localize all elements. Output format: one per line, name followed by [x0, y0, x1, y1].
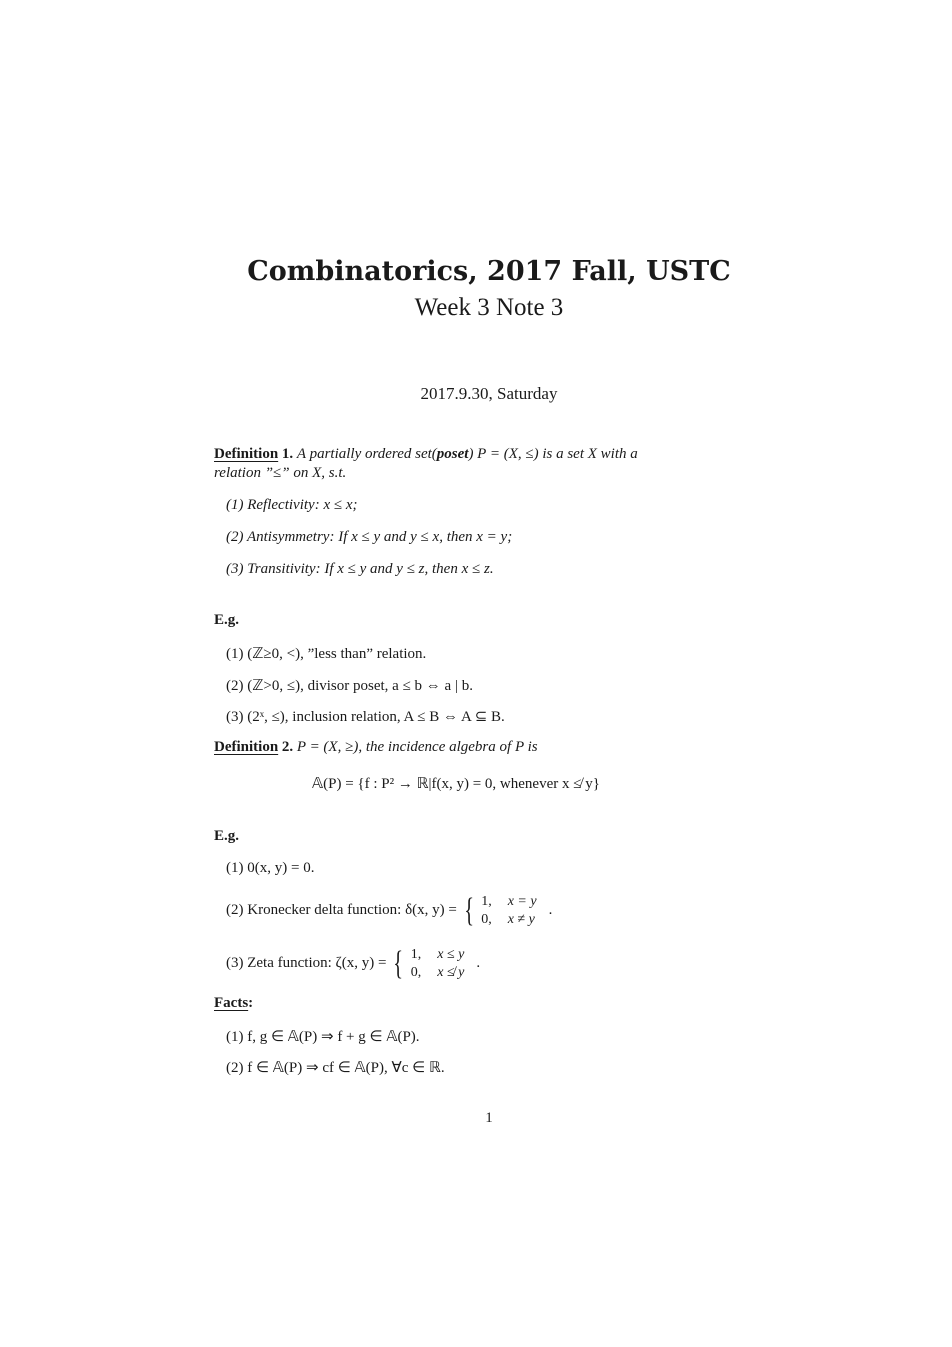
- definition-1-line-1: [214, 446, 638, 463]
- definition-1-text-a: A partially ordered set(: [296, 446, 437, 462]
- example-2-item-3: [226, 943, 480, 983]
- page-number: 1: [485, 1110, 493, 1126]
- incidence-algebra-formula: 𝔸(P) = {f : P² → ℝ|f(x, y) = 0, whenever x ≰ y}: [312, 776, 600, 792]
- definition-1-item-1: (1) Reflectivity: x ≤ x;: [226, 497, 358, 513]
- definition-1-label: Definition: [214, 446, 279, 462]
- case-condition: x ≰ y: [437, 964, 465, 980]
- kronecker-delta-cases: [481, 893, 542, 929]
- case-condition: x = y: [507, 893, 537, 909]
- case-value: 1,: [481, 893, 492, 909]
- example-1-item-3: (3) (2ˣ, ≤), inclusion relation, A ≤ B ⇔ A ⊆ B.: [226, 709, 505, 725]
- end-dot: .: [548, 902, 553, 918]
- left-brace: {: [464, 891, 474, 929]
- definition-1-text-b: ) P = (X, ≤) is a set X with a: [468, 446, 638, 462]
- facts-item-2: (2) f ∈ 𝔸(P) ⇒ cf ∈ 𝔸(P), ∀c ∈ ℝ.: [226, 1060, 445, 1076]
- definition-1-item-2: (2) Antisymmetry: If x ≤ y and y ≤ x, then x = y;: [226, 529, 513, 545]
- definition-1-poset: poset: [436, 446, 469, 462]
- example-1-item-2: (2) (ℤ>0, ≤), divisor poset, a ≤ b ⇔ a | b.: [226, 678, 473, 694]
- definition-2-text: P = (X, ≥), the incidence algebra of P is: [296, 739, 538, 755]
- document-title: Combinatorics, 2017 Fall, USTC: [247, 256, 731, 287]
- example-1-heading: E.g.: [214, 612, 240, 628]
- left-brace: {: [393, 944, 404, 982]
- facts-label: Facts: [214, 995, 249, 1011]
- zeta-function-cases: [411, 946, 471, 982]
- example-2-item-2: [226, 890, 552, 930]
- case-value: 1,: [410, 946, 422, 962]
- facts-item-1: (1) f, g ∈ 𝔸(P) ⇒ f + g ∈ 𝔸(P).: [226, 1029, 420, 1045]
- example-2-item-1: (1) 0(x, y) = 0.: [226, 860, 315, 876]
- definition-1-item-3: (3) Transitivity: If x ≤ y and y ≤ z, then x ≤ z.: [226, 561, 494, 577]
- end-dot: .: [476, 955, 481, 971]
- case-condition: x ≠ y: [507, 911, 535, 927]
- case-value: 0,: [481, 911, 492, 927]
- case-value: 0,: [410, 964, 422, 980]
- example-1-item-1: (1) (ℤ≥0, <), ”less than” relation.: [226, 646, 427, 662]
- definition-2-number: 2.: [281, 739, 294, 755]
- kronecker-delta-prefix: (2) Kronecker delta function: δ(x, y) =: [226, 902, 457, 918]
- facts-heading: [214, 995, 253, 1012]
- definition-2-label: Definition: [214, 739, 279, 755]
- zeta-function-prefix: (3) Zeta function: ζ(x, y) =: [226, 955, 387, 971]
- definition-1-number: 1.: [281, 446, 294, 462]
- document-subtitle: Week 3 Note 3: [414, 294, 564, 321]
- facts-colon: :: [248, 995, 254, 1011]
- example-2-heading: E.g.: [214, 828, 240, 844]
- definition-2-line: [214, 739, 538, 756]
- document-date: 2017.9.30, Saturday: [420, 384, 558, 403]
- case-condition: x ≤ y: [437, 946, 465, 962]
- definition-1-line-2: relation ”≤” on X, s.t.: [214, 465, 347, 481]
